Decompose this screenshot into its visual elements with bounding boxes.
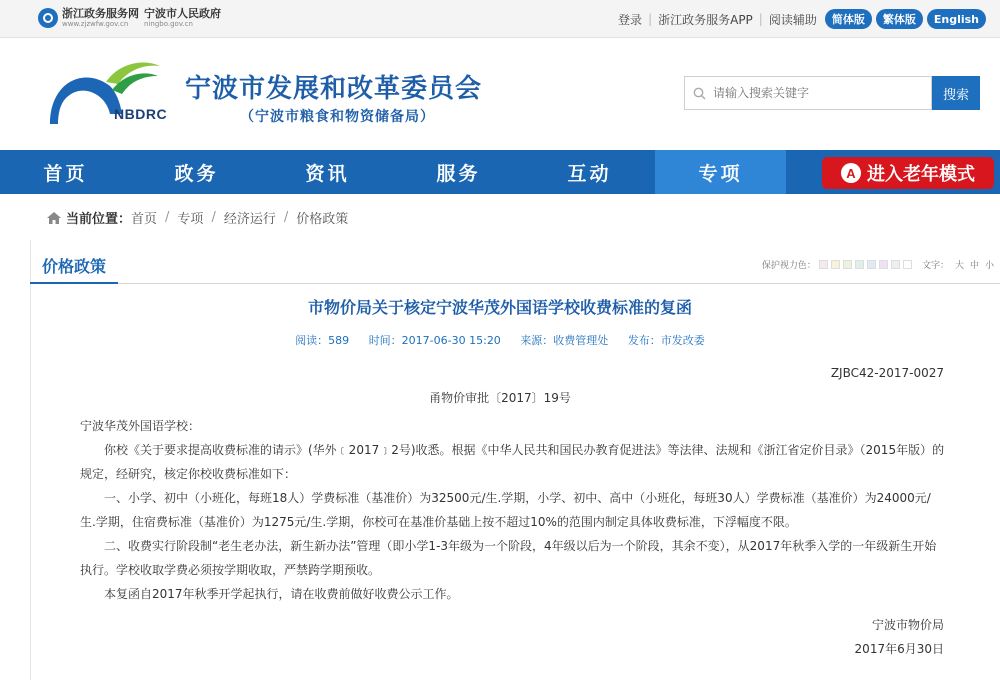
zjzwfw-logo[interactable] (38, 8, 139, 28)
simplified-chinese-button[interactable]: 简体版 (825, 9, 872, 29)
elder-mode-icon: A (841, 163, 861, 183)
eye-care-label: 保护视力色： (761, 261, 816, 271)
font-size-large[interactable]: 大 (954, 261, 964, 271)
app-link[interactable]: 浙江政务服务APP (658, 12, 753, 27)
divider: | (648, 12, 653, 26)
site-subtitle: （宁波市粮食和物资储备局） (240, 109, 435, 125)
nav-services[interactable]: 服务 (436, 162, 481, 185)
article-body (80, 414, 946, 606)
font-size-label: 文字： (921, 261, 949, 271)
font-size-medium[interactable]: 中 (969, 261, 979, 271)
font-size-small[interactable]: 小 (984, 261, 994, 271)
article-meta (0, 332, 1000, 348)
elder-mode-label: 进入老年模式 (867, 164, 975, 185)
breadcrumb-separator: / (283, 210, 289, 225)
nav-government-affairs[interactable]: 政务 (174, 162, 219, 185)
article-paragraph: 你校《关于要求提高收费标准的请示》(华外﹝2017﹞2号)收悉。根据《中华人民共和国民办教育促进法》等法律、法规和《浙江省定价目录》（2015年版）的规定，经研究，核定你校收费标准如下： (80, 443, 945, 481)
login-link[interactable]: 登录 (618, 12, 643, 27)
eye-color-swatch[interactable] (843, 260, 852, 269)
ningbo-gov-url: ningbo.gov.cn (144, 20, 193, 28)
nav-interaction[interactable]: 互动 (567, 162, 612, 185)
section-tab[interactable]: 价格政策 (30, 248, 118, 284)
traditional-chinese-button[interactable]: 繁体版 (876, 9, 923, 29)
eye-color-swatch[interactable] (867, 260, 876, 269)
nav-home[interactable]: 首页 (43, 162, 88, 185)
search-button[interactable]: 搜索 (932, 76, 980, 110)
english-button[interactable]: English (927, 9, 986, 29)
eye-color-swatch[interactable] (819, 260, 828, 269)
article-publisher: 发布：市发改委 (627, 334, 705, 347)
eye-color-swatch[interactable] (855, 260, 864, 269)
breadcrumb-economy[interactable]: 经济运行 (223, 212, 276, 227)
zjzwfw-logo-name: 浙江政务服务网 (62, 7, 139, 20)
breadcrumb-special[interactable]: 专项 (177, 212, 204, 227)
zjzwfw-logo-url: www.zjzwfw.gov.cn (62, 20, 129, 28)
article-signer: 宁波市物价局 (871, 618, 944, 632)
article-source: 来源：收费管理处 (520, 334, 609, 347)
search-input[interactable] (713, 86, 913, 100)
breadcrumb (46, 208, 348, 227)
article-paragraph: 二、收费实行阶段制“老生老办法，新生新办法”管理（即小学1-3年级为一个阶段，4年级以后为一个阶段，其余不变），从2017年秋季入学的一年级新生开始执行。学校收取学费必须按学期收取，严禁跨学期预收。 (80, 539, 937, 577)
document-number: 甬物价审批〔2017〕19号 (429, 391, 571, 405)
eye-color-swatch[interactable] (903, 260, 912, 269)
ningbo-gov-link[interactable] (144, 8, 221, 28)
search-box (684, 76, 932, 110)
site-title: 宁波市发展和改革委员会 (185, 74, 483, 104)
section-header (30, 248, 1000, 284)
elder-mode-button[interactable] (822, 157, 994, 189)
top-bar-links (618, 9, 986, 29)
divider: | (758, 12, 763, 26)
ningbo-gov-name: 宁波市人民政府 (144, 7, 221, 20)
breadcrumb-price-policy[interactable]: 价格政策 (296, 212, 349, 227)
breadcrumb-lead: 当前位置： (66, 212, 132, 227)
article-paragraph: 一、小学、初中（小班化，每班18人）学费标准（基准价）为32500元/生.学期，小学、初中、高中（小班化，每班30人）学费标准（基准价）为24000元/生.学期，住宿费标准（基准价）为1275元/生.学期，你校可在基准价基础上按不超过10%的范围内制定具体收费标准，下浮幅度不限。 (80, 491, 931, 529)
article-time: 时间：2017-06-30 15:20 (368, 334, 501, 347)
article-views: 阅读：589 (295, 334, 350, 347)
eye-color-swatch[interactable] (891, 260, 900, 269)
breadcrumb-home[interactable]: 首页 (131, 212, 158, 227)
zjzwfw-emblem-icon (38, 8, 58, 28)
article-signature (855, 613, 944, 661)
site-header (0, 38, 1000, 150)
nav-special-topics[interactable]: 专项 (655, 150, 786, 194)
article-title: 市物价局关于核定宁波华茂外国语学校收费标准的复函 (307, 298, 692, 317)
article-paragraph: 本复函自2017年秋季开学起执行，请在收费前做好收费公示工作。 (104, 587, 459, 601)
document-id: ZJBC42-2017-0027 (830, 366, 944, 380)
breadcrumb-separator: / (211, 210, 216, 225)
nbdrc-logo-text: NBDRC (114, 106, 168, 122)
eye-color-swatch[interactable] (879, 260, 888, 269)
nav-news[interactable]: 资讯 (305, 162, 350, 185)
search-icon (685, 77, 713, 109)
home-icon (46, 211, 62, 225)
article-greeting: 宁波华茂外国语学校： (80, 419, 201, 433)
breadcrumb-separator: / (165, 210, 170, 225)
top-bar (0, 0, 1000, 38)
eye-color-swatch[interactable] (831, 260, 840, 269)
reading-assist-link[interactable]: 阅读辅助 (768, 12, 817, 27)
article-date: 2017年6月30日 (854, 642, 944, 656)
reading-tools (762, 258, 994, 271)
